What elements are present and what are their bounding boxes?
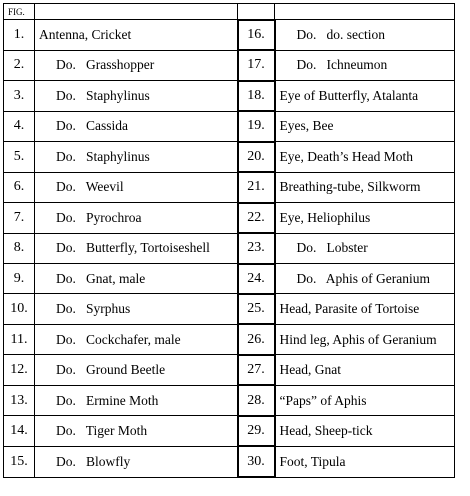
figure-number: 4. — [4, 111, 35, 141]
figure-description — [35, 142, 238, 172]
figure-description-text: Do. Tiger Moth — [56, 423, 148, 439]
table-row — [4, 416, 455, 446]
table-row — [4, 264, 455, 294]
figure-number: 9. — [4, 264, 35, 294]
table-row — [4, 294, 455, 324]
figure-description-text: Do. Weevil — [56, 179, 124, 195]
figure-description-text: Do. Ermine Moth — [56, 392, 159, 408]
figure-number: 29. — [238, 416, 275, 446]
figure-number: 19. — [238, 111, 275, 141]
header-blank-cell — [238, 4, 275, 20]
figure-number: 13. — [4, 385, 35, 415]
figure-description — [35, 446, 238, 477]
figure-description — [35, 416, 238, 446]
table-row — [4, 355, 455, 385]
figure-description-text: Foot, Tipula — [279, 453, 346, 469]
figure-number: 20. — [238, 142, 275, 172]
figure-description — [35, 294, 238, 324]
figure-description-text: Do. Staphylinus — [56, 87, 150, 103]
figure-description — [275, 416, 455, 446]
header-blank-cell — [35, 4, 238, 20]
figure-number: 1. — [4, 20, 35, 50]
figure-description-text: Head, Sheep-tick — [279, 423, 373, 439]
figure-number: 16. — [238, 20, 275, 50]
table-row — [4, 50, 455, 80]
figure-number: 30. — [238, 446, 275, 477]
figure-description — [35, 20, 238, 50]
table-row — [4, 385, 455, 415]
figure-description-text: Do. Cockchafer, male — [56, 331, 181, 347]
figure-description-text: Do. do. section — [296, 26, 385, 42]
figure-number: 18. — [238, 81, 275, 111]
figure-description-text: Do. Staphylinus — [56, 148, 150, 164]
figure-number: 21. — [238, 172, 275, 202]
figure-number: 2. — [4, 50, 35, 80]
figure-description-text: Do. Blowfly — [56, 453, 131, 469]
figure-description — [35, 172, 238, 202]
figure-description — [275, 20, 455, 50]
figure-description — [275, 233, 455, 263]
figure-description-text: Head, Gnat — [279, 362, 341, 378]
figure-description-text: Breathing-tube, Silkworm — [279, 179, 421, 195]
figure-number: 22. — [238, 203, 275, 233]
figure-number: 25. — [238, 294, 275, 324]
figure-description-text: Eye, Death’s Head Moth — [279, 148, 413, 164]
figure-description-text: Do. Cassida — [56, 118, 128, 134]
table-row — [4, 20, 455, 50]
figure-description — [35, 50, 238, 80]
table-row — [4, 233, 455, 263]
figure-description — [275, 50, 455, 80]
figure-description-text: Do. Grasshopper — [56, 57, 155, 73]
figure-number: 6. — [4, 172, 35, 202]
figure-description — [35, 385, 238, 415]
figure-description — [275, 446, 455, 477]
figure-index-body — [4, 4, 455, 478]
figure-description-text: Do. Lobster — [296, 240, 368, 256]
figure-number: 23. — [238, 233, 275, 263]
figure-number: 7. — [4, 203, 35, 233]
figure-description — [35, 81, 238, 111]
figure-number: 8. — [4, 233, 35, 263]
figure-number: 17. — [238, 50, 275, 80]
figure-number: 15. — [4, 446, 35, 477]
table-row — [4, 203, 455, 233]
figure-description-text: Do. Gnat, male — [56, 270, 146, 286]
table-row — [4, 81, 455, 111]
figure-description-text: Antenna, Cricket — [39, 26, 132, 42]
figure-number: 14. — [4, 416, 35, 446]
figure-description — [35, 233, 238, 263]
figure-description-text: Do. Aphis of Geranium — [296, 270, 430, 286]
figure-description-text: Eye of Butterfly, Atalanta — [279, 87, 419, 103]
table-row — [4, 111, 455, 141]
figure-description — [275, 142, 455, 172]
figure-description — [275, 385, 455, 415]
figure-description — [35, 111, 238, 141]
table-row — [4, 324, 455, 354]
figure-description — [275, 355, 455, 385]
figure-number: 5. — [4, 142, 35, 172]
figure-number: 11. — [4, 324, 35, 354]
fig-header: FIG. — [4, 4, 35, 20]
figure-description — [275, 264, 455, 294]
figure-description-text: Do. Butterfly, Tortoiseshell — [56, 240, 210, 256]
figure-number: 12. — [4, 355, 35, 385]
figure-description — [275, 324, 455, 354]
figure-description — [275, 81, 455, 111]
figure-description-text: Eyes, Bee — [279, 118, 334, 134]
figure-index-table — [3, 3, 455, 478]
figure-number: 27. — [238, 355, 275, 385]
figure-number: 10. — [4, 294, 35, 324]
figure-description-text: Do. Ichneumon — [296, 57, 388, 73]
figure-description-text: Do. Pyrochroa — [56, 209, 142, 225]
figure-number: 3. — [4, 81, 35, 111]
table-row — [4, 142, 455, 172]
table-row — [4, 172, 455, 202]
figure-description — [35, 324, 238, 354]
figure-description — [275, 111, 455, 141]
figure-description-text: “Paps” of Aphis — [279, 392, 367, 408]
figure-description — [35, 355, 238, 385]
figure-description — [35, 264, 238, 294]
figure-number: 28. — [238, 385, 275, 415]
figure-description-text: Do. Syrphus — [56, 301, 131, 317]
figure-description — [275, 172, 455, 202]
figure-description-text: Head, Parasite of Tortoise — [279, 301, 420, 317]
figure-description-text: Do. Ground Beetle — [56, 362, 166, 378]
figure-number: 24. — [238, 264, 275, 294]
header-row — [4, 4, 455, 20]
header-blank-cell — [275, 4, 455, 20]
figure-description — [35, 203, 238, 233]
figure-description — [275, 294, 455, 324]
figure-description — [275, 203, 455, 233]
table-row — [4, 446, 455, 477]
figure-description-text: Hind leg, Aphis of Geranium — [279, 331, 437, 347]
figure-number: 26. — [238, 324, 275, 354]
figure-description-text: Eye, Heliophilus — [279, 209, 371, 225]
